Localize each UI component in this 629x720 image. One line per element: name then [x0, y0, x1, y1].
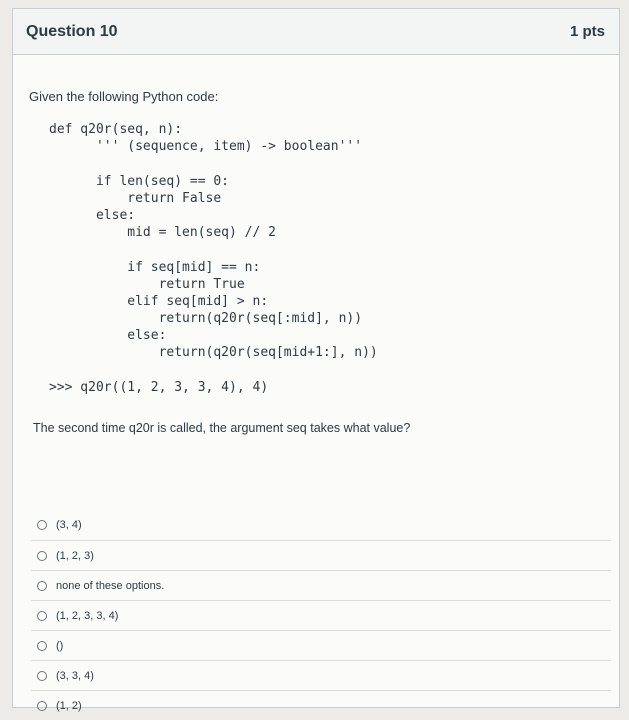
radio-icon[interactable] [37, 551, 47, 561]
answer-label: (3, 3, 4) [56, 669, 94, 682]
answer-label: (1, 2, 3, 3, 4) [56, 609, 119, 622]
code-block [49, 121, 378, 396]
question-card [12, 8, 620, 712]
answer-label: () [56, 639, 64, 652]
code-line: def q20r(seq, n): [49, 122, 183, 137]
answer-label: (3, 4) [56, 519, 82, 531]
answer-list [31, 510, 611, 720]
answer-label: none of these options. [56, 579, 165, 592]
code-line: return True [49, 276, 245, 292]
code-line [49, 362, 378, 379]
question-header [13, 9, 619, 55]
code-line: if len(seq) == 0: [49, 173, 230, 189]
radio-icon[interactable] [37, 520, 47, 530]
answer-option[interactable] [31, 510, 611, 540]
code-line: elif seq[mid] > n: [49, 293, 269, 309]
answer-label: (1, 2, 3) [56, 549, 94, 562]
answer-option[interactable] [31, 660, 611, 690]
code-line: ''' (sequence, item) -> boolean''' [49, 139, 363, 155]
code-line: return False [49, 190, 222, 206]
radio-icon[interactable] [37, 581, 47, 591]
answer-option[interactable] [31, 690, 611, 720]
code-line: else: [49, 207, 136, 223]
code-line: mid = len(seq) // 2 [49, 225, 276, 241]
radio-icon[interactable] [37, 701, 47, 711]
question-points: 1 pts [569, 23, 605, 40]
radio-icon[interactable] [37, 641, 47, 651]
answer-option[interactable] [31, 600, 611, 630]
answer-option[interactable] [31, 570, 611, 600]
question-text: The second time q20r is called, the argument seq takes what value? [33, 421, 411, 435]
radio-icon[interactable] [37, 611, 47, 621]
radio-icon[interactable] [37, 671, 47, 681]
code-line: >>> q20r((1, 2, 3, 3, 4), 4) [49, 379, 269, 395]
answer-option[interactable] [31, 630, 611, 660]
code-line: return(q20r(seq[:mid], n)) [49, 311, 363, 327]
code-line [49, 155, 378, 172]
code-line: if seq[mid] == n: [49, 259, 261, 275]
code-line: return(q20r(seq[mid+1:], n)) [49, 345, 378, 361]
code-line [49, 241, 378, 258]
answer-label: (1, 2) [56, 699, 82, 712]
question-prompt: Given the following Python code: [29, 89, 219, 104]
code-line: else: [49, 328, 167, 344]
question-title: Question 10 [26, 22, 118, 40]
answer-option[interactable] [31, 540, 611, 570]
